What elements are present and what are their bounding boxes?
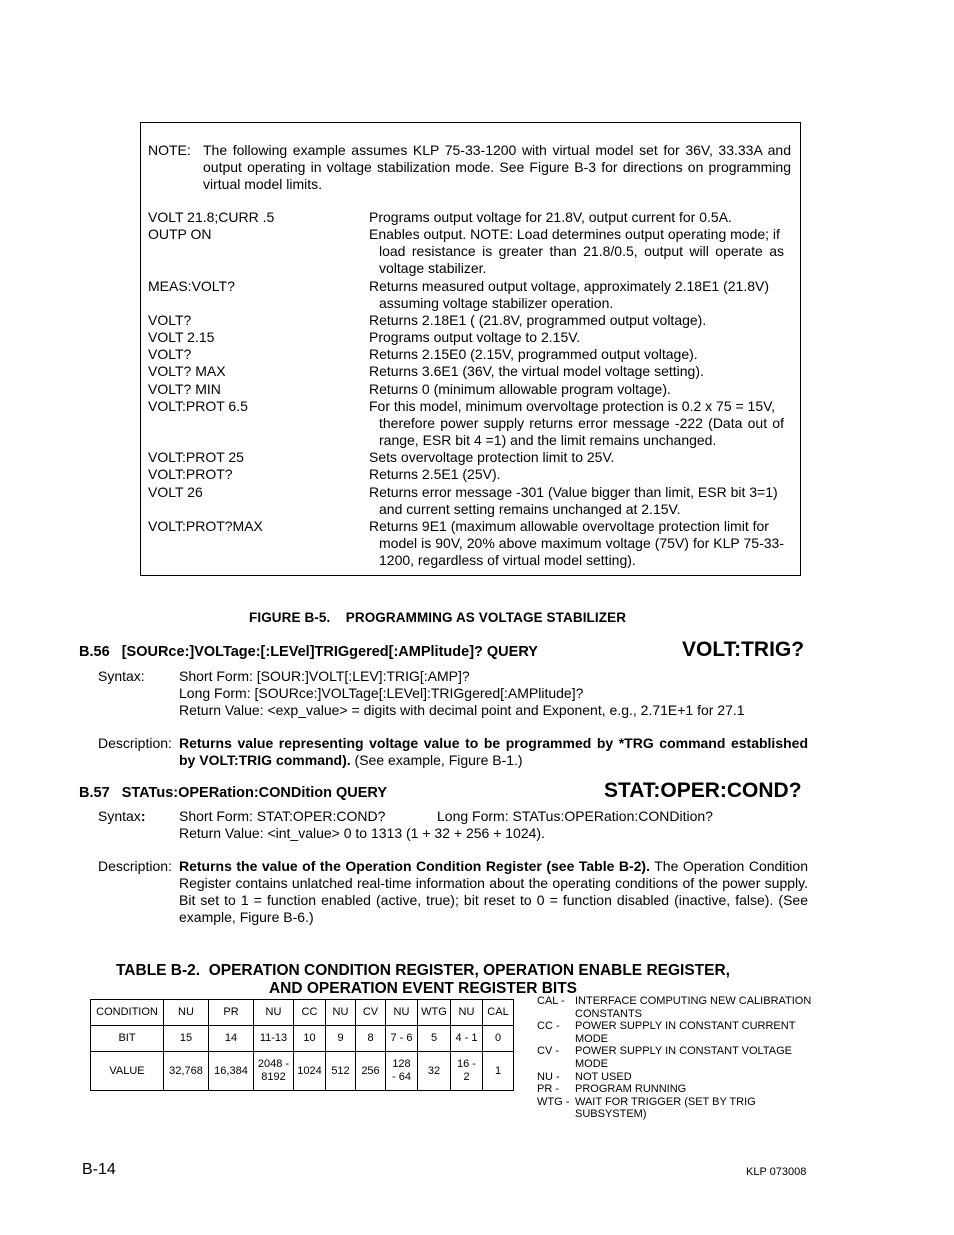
table-cell: 32,768	[164, 1052, 209, 1091]
note-text: The following example assumes KLP 75-33-1200 with virtual model set for 36V, 33.33A and output operating in voltage stabilization mode. See Figure B-3 for directions on programming virtual model limits.	[203, 142, 791, 192]
example-description: Returns 0 (minimum allowable program voltage).	[369, 381, 671, 397]
legend-item	[537, 1096, 815, 1121]
table-cell: VALUE	[91, 1052, 164, 1091]
figure-caption: FIGURE B-5. PROGRAMMING AS VOLTAGE STABILIZER	[249, 610, 627, 625]
legend-desc: WAIT FOR TRIGGER (SET BY TRIG SUBSYSTEM)	[575, 1095, 756, 1121]
note-label: NOTE:	[148, 142, 191, 158]
example-description: Enables output. NOTE: Load determines output operating mode; if load resistance is greater than 21.8/0.5, output will operate as voltage stabilizer.	[369, 226, 784, 276]
legend-abbr: NU -	[537, 1070, 560, 1083]
example-description: Sets overvoltage protection limit to 25V.	[369, 449, 615, 465]
section-heading-b56: B.56 [SOURce:]VOLTage:[:LEVel]TRIGgered[:AMPlitude]? QUERY	[79, 644, 538, 660]
page-number: B-14	[82, 1161, 116, 1178]
example-command: VOLT? MAX	[148, 363, 226, 379]
example-description: Returns error message -301 (Value bigger than limit, ESR bit 3=1) and current setting remains unchanged at 2.15V.	[369, 484, 778, 517]
command-title-b57: STAT:OPER:COND?	[604, 779, 802, 802]
table-cell: 8	[356, 1026, 386, 1052]
table-cell: NU	[326, 1000, 356, 1026]
example-description: For this model, minimum overvoltage protection is 0.2 x 75 = 15V, therefore power supply returns error message -222 (Data out of range, ESR bit 4 =1) and the limit remains unchanged.	[369, 398, 784, 448]
legend-desc: POWER SUPPLY IN CONSTANT CURRENT MODE	[575, 1020, 796, 1045]
table-row	[91, 1026, 514, 1052]
short-form-b57: Short Form: STAT:OPER:COND?	[179, 808, 386, 824]
description-label-b56: Description:	[98, 735, 172, 751]
example-description: Returns measured output voltage, approximately 2.18E1 (21.8V) assuming voltage stabilizer operation.	[369, 278, 770, 311]
legend-item	[537, 1020, 815, 1045]
table-cell: CV	[356, 1000, 386, 1026]
legend-abbr: CC -	[537, 1020, 560, 1033]
legend-desc: INTERFACE COMPUTING NEW CALIBRATION CONSTANTS	[575, 995, 812, 1020]
table-cell: 11-13	[254, 1026, 294, 1052]
legend-abbr: PR -	[537, 1083, 559, 1096]
example-description: Returns 2.18E1 ( (21.8V, programmed output voltage).	[369, 312, 707, 328]
example-command: VOLT:PROT?MAX	[148, 518, 263, 534]
short-form-b56: Short Form: [SOUR:]VOLT[:LEV]:TRIG[:AMP]?	[179, 668, 470, 684]
table-cell: 10	[294, 1026, 326, 1052]
table-cell: WTG	[418, 1000, 451, 1026]
table-cell: NU	[254, 1000, 294, 1026]
table-title-line1: TABLE B-2. OPERATION CONDITION REGISTER, OPERATION ENABLE REGISTER,	[115, 962, 730, 979]
table-cell: CC	[294, 1000, 326, 1026]
table-cell: 128 - 64	[386, 1052, 418, 1091]
table-cell: 16 - 2	[451, 1052, 483, 1091]
syntax-label-b56: Syntax:	[98, 668, 145, 684]
legend-abbr: CAL -	[537, 995, 565, 1007]
table-cell: 7 - 6	[386, 1026, 418, 1052]
section-heading-b57: B.57 STATus:OPERation:CONDition QUERY	[79, 785, 387, 801]
table-cell: 9	[326, 1026, 356, 1052]
description-b56	[179, 735, 808, 769]
table-cell: CONDITION	[91, 1000, 164, 1026]
description-b57	[179, 858, 808, 926]
table-cell: 15	[164, 1026, 209, 1052]
legend-item	[537, 1071, 815, 1084]
table-cell: 16,384	[209, 1052, 254, 1091]
description-bold-b57: Returns the value of the Operation Condition Register (see Table B-2).	[179, 858, 650, 874]
table-cell: 5	[418, 1026, 451, 1052]
legend-abbr: CV -	[537, 1045, 559, 1058]
legend-item	[537, 1083, 815, 1096]
table-cell: NU	[451, 1000, 483, 1026]
example-description: Programs output voltage to 2.15V.	[369, 329, 581, 345]
table-cell: CAL	[483, 1000, 514, 1026]
legend-desc: POWER SUPPLY IN CONSTANT VOLTAGE MODE	[575, 1045, 792, 1070]
table-cell: BIT	[91, 1026, 164, 1052]
table-cell: PR	[209, 1000, 254, 1026]
example-description: Returns 9E1 (maximum allowable overvoltage protection limit for model is 90V, 20% above maximum voltage (75V) for KLP 75-33-1200, regardless of virtual model setting).	[369, 518, 784, 568]
syntax-label-b57: Syntax:	[98, 808, 146, 824]
example-command: VOLT 26	[148, 484, 203, 500]
table-cell: 2048 - 8192	[254, 1052, 294, 1091]
legend-item	[537, 1045, 815, 1070]
document-id: KLP 073008	[746, 1166, 807, 1178]
example-command: VOLT?	[148, 346, 192, 362]
description-label-b57: Description:	[98, 858, 172, 874]
description-bold-b56: Returns value representing voltage value to be programmed by *TRG command established by VOLT:TRIG command).	[179, 735, 808, 768]
table-cell: 1	[483, 1052, 514, 1091]
table-title-line2: AND OPERATION EVENT REGISTER BITS	[268, 980, 578, 997]
legend-desc: NOT USED	[575, 1070, 632, 1083]
legend-abbr: WTG -	[537, 1095, 570, 1108]
example-command: VOLT? MIN	[148, 381, 221, 397]
table-row	[91, 1052, 514, 1091]
table-cell: NU	[164, 1000, 209, 1026]
example-description: Returns 2.5E1 (25V).	[369, 466, 501, 482]
description-rest-b56: (See example, Figure B-1.)	[350, 752, 523, 768]
return-value-b57: Return Value: <int_value> 0 to 1313 (1 + 32 + 256 + 1024).	[179, 825, 545, 841]
return-value-b56: Return Value: <exp_value> = digits with decimal point and Exponent, e.g., 2.71E+1 for 27.1	[179, 702, 745, 718]
long-form-b56: Long Form: [SOURce:]VOLTage[:LEVel]:TRIGgered[:AMPlitude]?	[179, 685, 584, 701]
register-bits-table	[90, 999, 514, 1091]
table-title	[0, 962, 846, 998]
example-command: VOLT?	[148, 312, 192, 328]
example-command: OUTP ON	[148, 226, 212, 242]
example-description: Returns 3.6E1 (36V, the virtual model voltage setting).	[369, 363, 704, 379]
command-title-b56: VOLT:TRIG?	[682, 638, 805, 661]
table-cell: 4 - 1	[451, 1026, 483, 1052]
long-form-b57: Long Form: STATus:OPERation:CONDition?	[437, 808, 713, 824]
table-row	[91, 1000, 514, 1026]
note	[148, 142, 791, 193]
table-cell: 14	[209, 1026, 254, 1052]
legend-desc: PROGRAM RUNNING	[575, 1083, 687, 1096]
example-description: Programs output voltage for 21.8V, output current for 0.5A.	[369, 209, 732, 225]
table-cell: 1024	[294, 1052, 326, 1091]
description-rest-b57: The Operation Condition Register contains unlatched real-time information about the operating conditions of the power supply. Bit set to 1 = function enabled (active, true); bit reset to 0 = function disabled (inactive, false). (See example, Figure B-6.)	[179, 858, 808, 925]
example-description: Returns 2.15E0 (2.15V, programmed output voltage).	[369, 346, 698, 362]
table-cell: 0	[483, 1026, 514, 1052]
table-cell: 256	[356, 1052, 386, 1091]
table-cell: 32	[418, 1052, 451, 1091]
example-command: MEAS:VOLT?	[148, 278, 235, 294]
example-command: VOLT:PROT?	[148, 466, 233, 482]
table-cell: 512	[326, 1052, 356, 1091]
example-command: VOLT:PROT 6.5	[148, 398, 248, 414]
example-command: VOLT 2.15	[148, 329, 215, 345]
example-command: VOLT:PROT 25	[148, 449, 244, 465]
table-cell: NU	[386, 1000, 418, 1026]
example-command: VOLT 21.8;CURR .5	[148, 209, 275, 225]
table-legend	[537, 995, 815, 1121]
legend-item	[537, 995, 815, 1020]
